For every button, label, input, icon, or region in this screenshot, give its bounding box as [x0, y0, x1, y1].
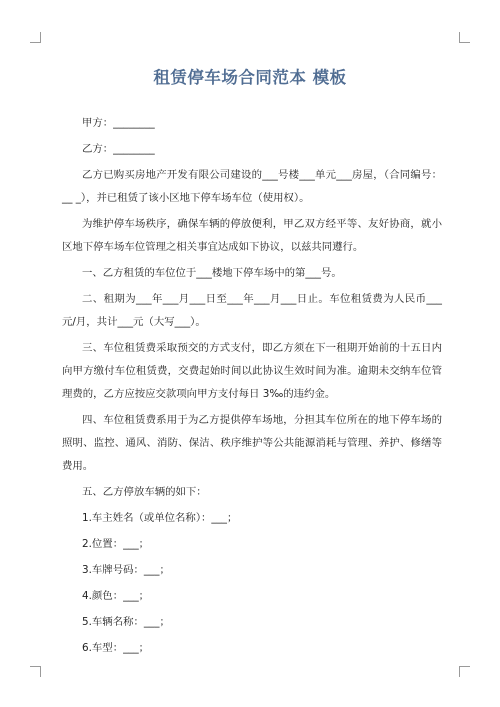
clause-4: 四、车位租赁费系用于为乙方提供停车场地，分担其车位所在的地下停车场的照明、监控、通风、消防、保洁、秩序维护等公共能源消耗与管理、养护、修缮等费用。 [62, 414, 442, 472]
clause-1: 一、乙方租赁的车位位于___楼地下停车场中的第___号。 [82, 267, 342, 279]
vehicle-name-line: 5.车辆名称：___； [82, 616, 170, 628]
vehicle-model-line: 6.车型：___； [82, 642, 150, 654]
document-body [62, 112, 442, 660]
vehicle-owner-line: 1.车主姓名（或单位名称）：___； [82, 512, 238, 524]
party-a-line: 甲方：________ [82, 117, 155, 129]
page-corner-mark-top-left [30, 32, 41, 43]
party-b-line: 乙方：________ [82, 143, 155, 155]
page-corner-mark-bottom-left [30, 666, 41, 677]
vehicle-position-line: 2.位置：___； [82, 538, 150, 550]
document-title: 租赁停车场合同范本 模板 [153, 68, 347, 87]
paragraph-purchase: 乙方已购买房地产开发有限公司建设的___号楼___单元___房屋，（合同编号：__ _），并已租赁了该小区地下停车场车位（使用权）。 [62, 169, 442, 204]
clause-3: 三、车位租赁费采取预交的方式支付，即乙方须在下一租期开始前的十五日内向甲方缴付车位租赁费，交费起始时间以此协议生效时间为准。逾期未交纳车位管理费的，乙方应按应交款项向甲方支付每日 3‰的违约金。 [62, 342, 442, 400]
clause-5: 五、乙方停放车辆的如下： [82, 486, 207, 498]
vehicle-plate-line: 3.车牌号码：___； [82, 564, 170, 576]
clause-2: 二、租期为___年___月___日至___年___月___日止。车位租赁费为人民币___元/月，共计___元（大写___）。 [62, 293, 442, 328]
page-corner-mark-bottom-right [459, 666, 470, 677]
paragraph-purpose: 为维护停车场秩序，确保车辆的停放便利，甲乙双方经平等、友好协商，就小区地下停车场车位管理之相关事宜达成如下协议，以兹共同遵行。 [62, 218, 442, 253]
vehicle-color-line: 4.颜色：___； [82, 590, 150, 602]
page-corner-mark-top-right [459, 32, 470, 43]
